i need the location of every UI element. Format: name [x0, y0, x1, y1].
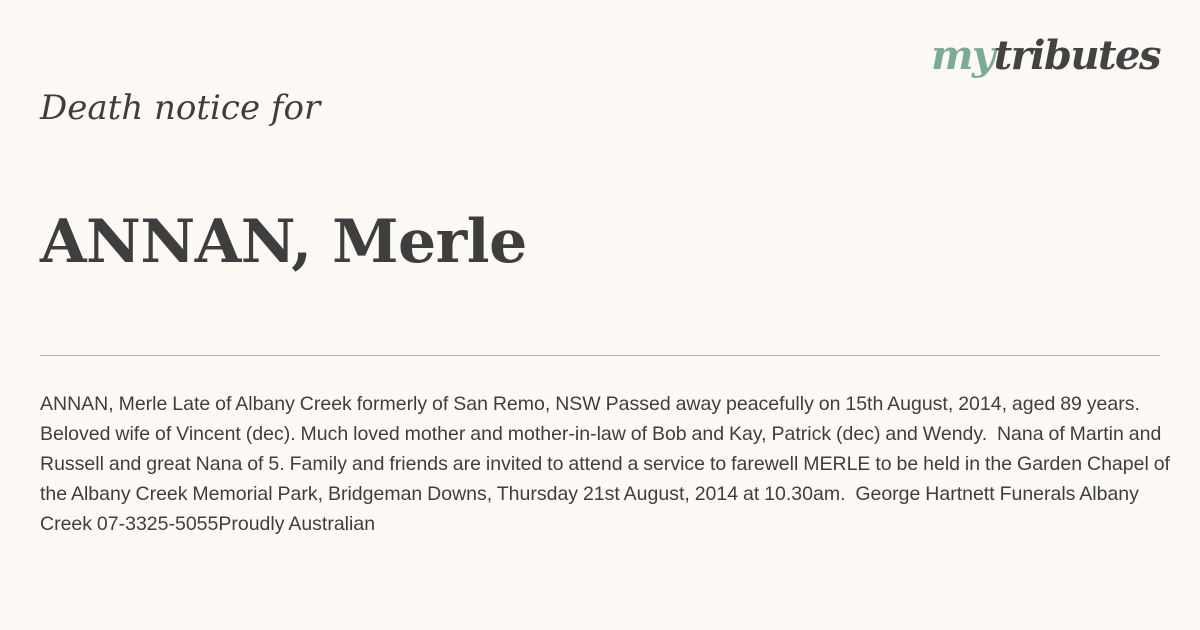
logo-tributes-text: tributes [993, 32, 1160, 79]
notice-body-text: ANNAN, Merle Late of Albany Creek formerly of San Remo, NSW Passed away peacefully on 15th August, 2014, aged 89 years. Beloved wife of Vincent (dec). Much loved mother and mother-in-law of Bob and Kay, Patrick (dec) and Wendy. Nana of Martin and Russell and great Nana of 5. Family and friends are invited to attend a service to farewell MERLE to be held in the Garden Chapel of the Albany Creek Memorial Park, Bridgeman Downs, Thursday 21st August, 2014 at 10.30am. George Hartnett Funerals Albany Creek 07-3325-5055Proudly Australian [40, 393, 1175, 535]
logo-my-text: my [931, 32, 994, 79]
mytributes-logo[interactable] [931, 32, 1160, 79]
deceased-name: ANNAN, Merle [40, 207, 527, 277]
section-divider [40, 355, 1160, 356]
notice-type-heading: Death notice for [40, 88, 321, 128]
